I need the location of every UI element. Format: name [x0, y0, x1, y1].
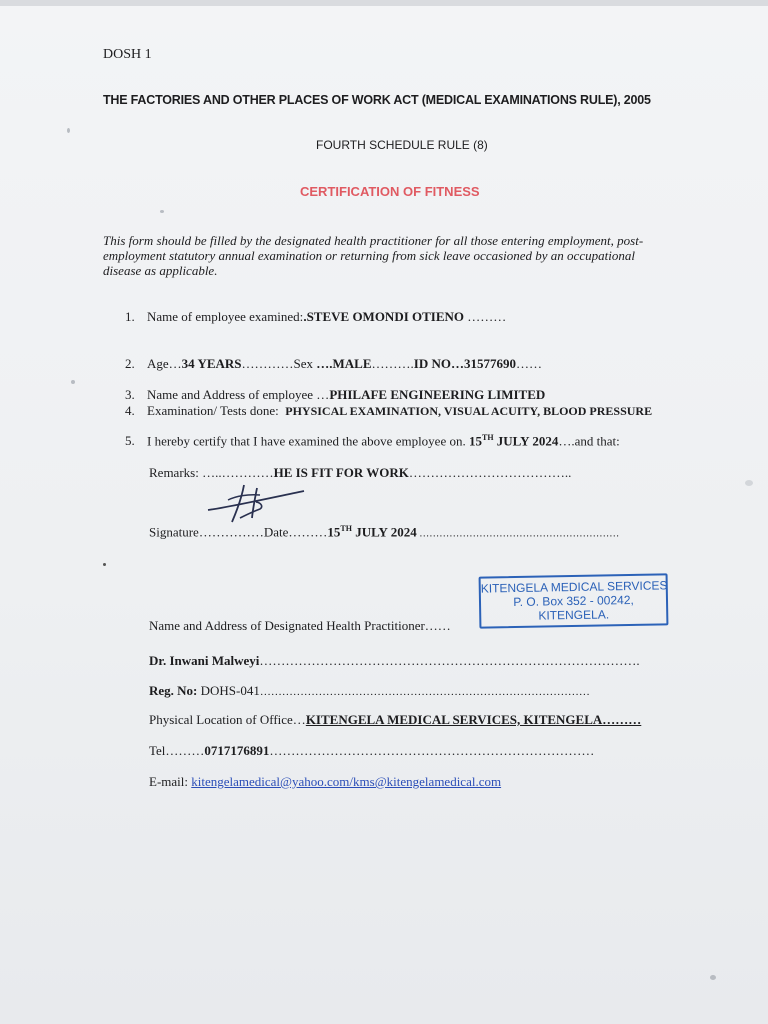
- email-link[interactable]: kitengelamedical@yahoo.com/kms@kitengelamedical.com: [191, 774, 502, 789]
- id-dots: ……: [515, 356, 542, 371]
- employer-value: PHILAFE ENGINEERING LIMITED: [329, 387, 546, 402]
- remarks-label: Remarks:: [149, 465, 203, 480]
- scan-speck: [160, 210, 164, 213]
- email-line: [149, 774, 501, 790]
- certify-date-suffix: TH: [481, 433, 494, 442]
- office-value: KITENGELA MEDICAL SERVICES, KITENGELA………: [305, 712, 642, 727]
- age-dots: …………: [241, 356, 294, 371]
- tests-label: Examination/ Tests done:: [147, 403, 279, 418]
- sex-dots: ……….: [371, 356, 414, 371]
- employee-name-dots: ………: [464, 309, 507, 324]
- scan-speck: [745, 480, 753, 486]
- reg-label: Reg. No:: [149, 683, 198, 698]
- email-label: E-mail:: [149, 774, 192, 789]
- reg-value: DOHS-041: [197, 683, 260, 698]
- sex-label: Sex: [293, 356, 317, 371]
- stamp-line-3: KITENGELA.: [538, 607, 610, 623]
- employer-label: Name and Address of employee …: [147, 387, 330, 402]
- date-label: Date: [263, 524, 289, 540]
- signature-date-day: 15: [327, 524, 341, 540]
- schedule-rule: FOURTH SCHEDULE RULE (8): [316, 138, 488, 152]
- certify-date-rest: JULY 2024: [493, 433, 559, 449]
- registration-line: [149, 683, 590, 699]
- tel-dots: …………………………………………………………………: [269, 743, 595, 758]
- id-value: 31577690: [463, 356, 516, 371]
- employee-name-label: Name of employee examined:: [147, 309, 304, 324]
- item-number: 3.: [125, 387, 135, 402]
- item-4-tests: [125, 403, 652, 419]
- item-2-age-sex-id: [125, 356, 542, 372]
- age-label: Age…: [147, 356, 182, 371]
- practitioner-address-label: Name and Address of Designated Health Practitioner……: [149, 618, 451, 633]
- remarks-trailing-dots: ………………………………..: [408, 465, 572, 480]
- clinic-stamp: [479, 573, 669, 628]
- scan-edge: [0, 0, 768, 6]
- signature-date-line: [149, 524, 619, 540]
- age-value: 34 YEARS: [181, 356, 242, 371]
- signature-dots: ……………: [198, 524, 264, 540]
- intro-line-2: employment statutory annual examination or returning from sick leave occasioned by an occupational: [103, 248, 635, 263]
- scan-speck: [67, 128, 70, 133]
- signature-label: Signature: [149, 524, 199, 540]
- stamp-line-1: KITENGELA MEDICAL SERVICES: [480, 578, 668, 596]
- certificate-title: CERTIFICATION OF FITNESS: [300, 184, 480, 199]
- remarks-dots: …..…………: [202, 465, 274, 480]
- practitioner-name-dots: …………………………………………………………………………….: [259, 653, 640, 668]
- scan-speck: [710, 975, 716, 980]
- date-dots: ………: [288, 524, 328, 540]
- tel-value: 0717176891: [204, 743, 270, 758]
- sex-value: ….MALE: [316, 356, 372, 371]
- telephone-line: [149, 743, 594, 759]
- certify-text: I hereby certify that I have examined the above employee on.: [147, 433, 469, 449]
- employee-name-value: .STEVE OMONDI OTIENO: [303, 309, 465, 324]
- stamp-line-2: P. O. Box 352 - 00242,: [513, 592, 634, 610]
- intro-line-1: This form should be filled by the designated health practitioner for all those entering employment, post-: [103, 233, 644, 248]
- item-5-certify: [125, 433, 620, 449]
- id-label: ID NO…: [413, 356, 464, 371]
- handwritten-signature: [200, 478, 315, 528]
- scan-speck: [71, 380, 75, 384]
- scan-speck: [103, 563, 106, 566]
- remarks-value: HE IS FIT FOR WORK: [273, 465, 409, 480]
- item-3-employer: [125, 387, 545, 403]
- practitioner-name: Dr. Inwani Malweyi: [149, 653, 260, 668]
- office-location-line: [149, 712, 641, 728]
- signature-trailing-dots: ……………………………………………………: [416, 528, 620, 540]
- item-number: 1.: [125, 309, 135, 324]
- reg-dots: ………………………………………………………………………………: [259, 686, 590, 698]
- tel-label: Tel………: [149, 743, 205, 758]
- item-1-employee-name: [125, 309, 506, 325]
- intro-line-3: disease as applicable.: [103, 263, 218, 278]
- certify-trailing-text: ….and that:: [558, 433, 620, 449]
- item-number: 5.: [125, 433, 135, 449]
- signature-date-rest: JULY 2024: [351, 524, 417, 540]
- practitioner-name-line: [149, 653, 640, 669]
- office-label: Physical Location of Office…: [149, 712, 306, 727]
- act-title: THE FACTORIES AND OTHER PLACES OF WORK ACT (MEDICAL EXAMINATIONS RULE), 2005: [103, 93, 651, 107]
- certify-date-day: 15: [468, 433, 482, 449]
- item-number: 2.: [125, 356, 135, 371]
- item-number: 4.: [125, 403, 135, 418]
- form-code: DOSH 1: [103, 47, 152, 62]
- tests-value: PHYSICAL EXAMINATION, VISUAL ACUITY, BLOOD PRESSURE: [285, 404, 653, 418]
- signature-date-suffix: TH: [340, 524, 352, 533]
